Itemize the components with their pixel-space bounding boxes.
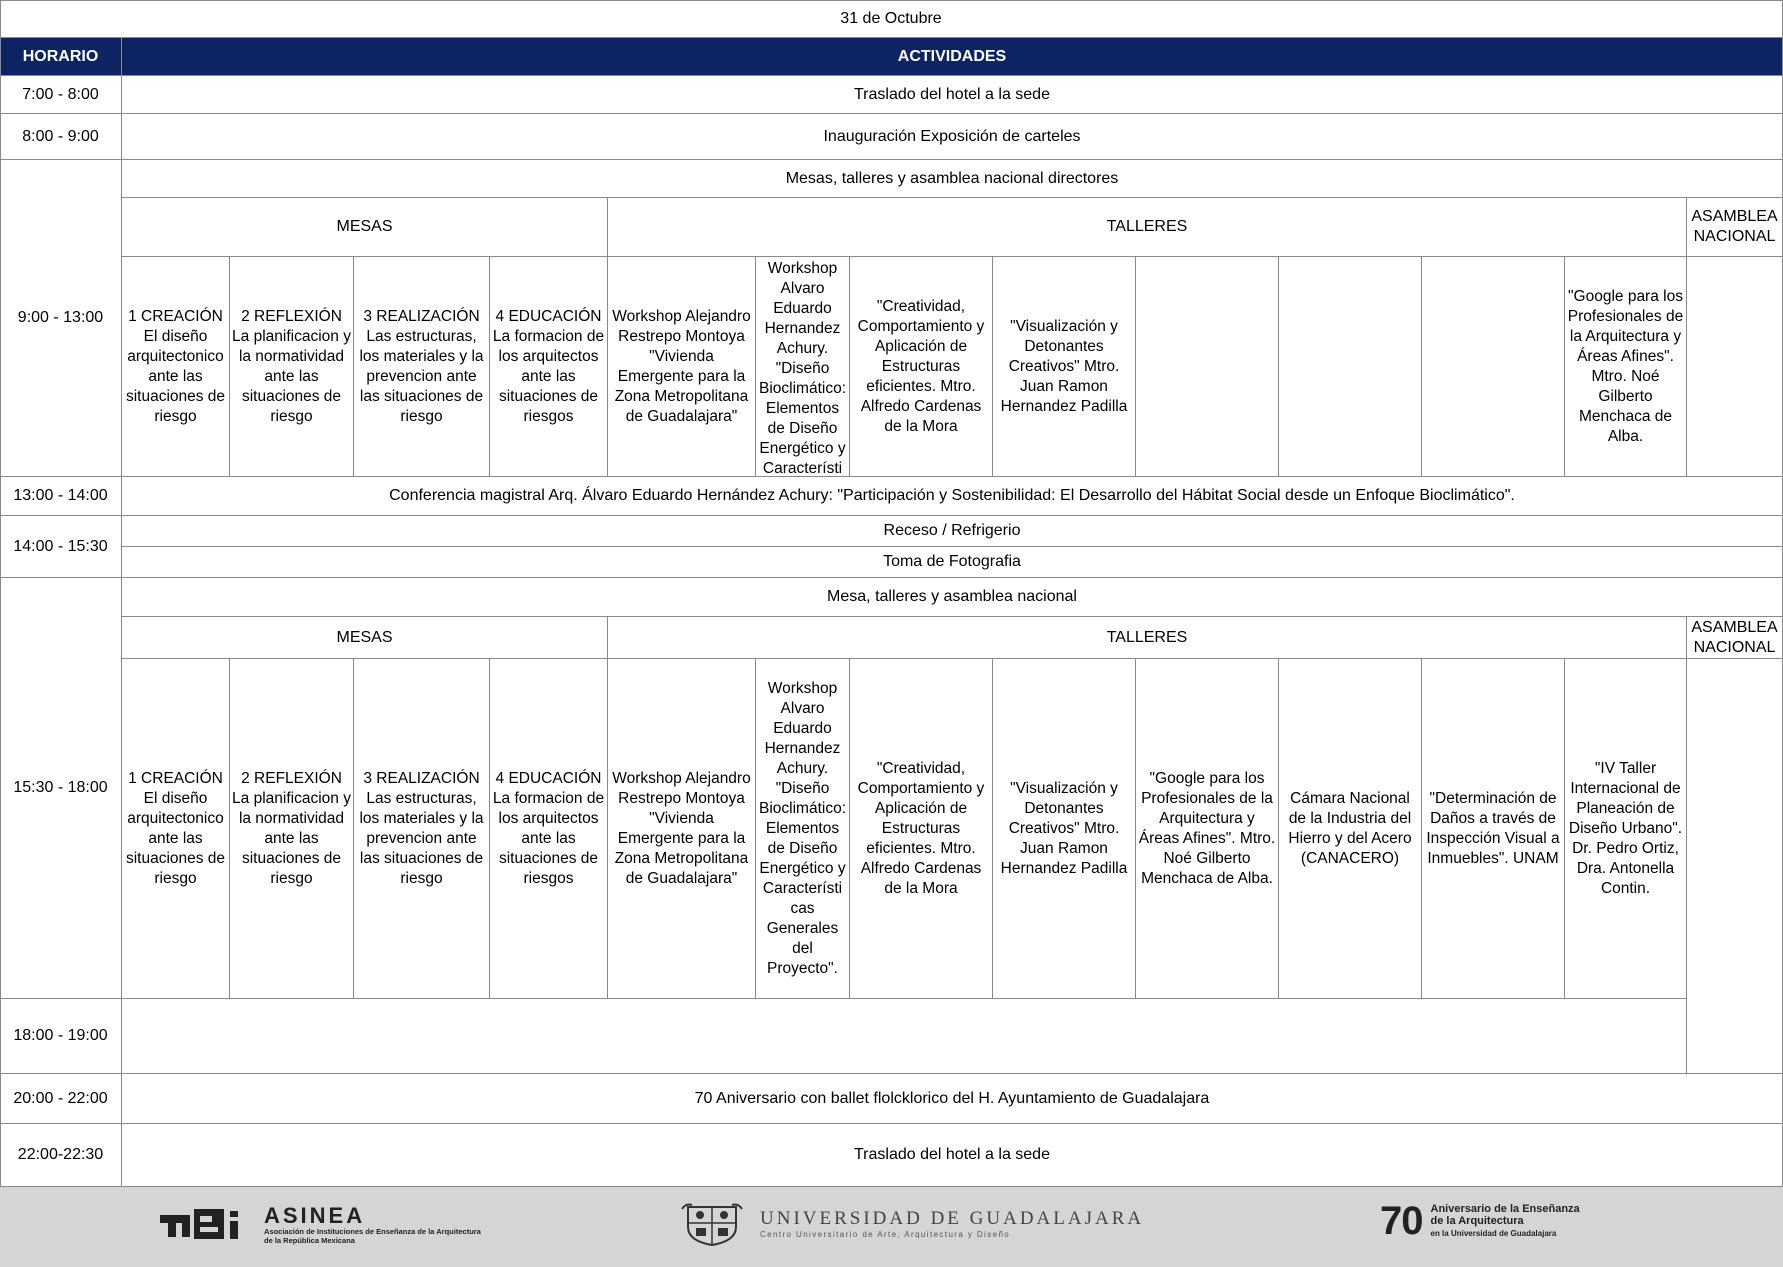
activity-traslado-final: Traslado del hotel a la sede [122, 1124, 1783, 1187]
asamblea-cell [1687, 659, 1783, 1074]
time-slot: 9:00 - 13:00 [0, 160, 122, 477]
mesa-creacion: 1 CREACIÓN El diseño arquitectonico ante las situaciones de riesgo [122, 257, 230, 477]
actividades-header: ACTIVIDADES [122, 38, 1783, 76]
time-slot: 15:30 - 18:00 [0, 578, 122, 999]
time-slot: 7:00 - 8:00 [0, 76, 122, 114]
asamblea-header: ASAMBLEA NACIONAL [1687, 617, 1783, 659]
asinea-mark-icon [160, 1207, 250, 1243]
taller-google: "Google para los Profesionales de la Arquitectura y Áreas Afines". Mtro. Noé Gilberto Menchaca de Alba. [1136, 659, 1279, 999]
mesa-educacion: 4 EDUCACIÓN La formacion de los arquitectos ante las situaciones de riesgos [490, 659, 608, 999]
taller-empty [1279, 257, 1422, 477]
taller-canacero: Cámara Nacional de la Industria del Hierro y del Acero (CANACERO) [1279, 659, 1422, 999]
taller-unam: "Determinación de Daños a través de Inspección Visual a Inmuebles". UNAM [1422, 659, 1565, 999]
aniversario-subtitle: en la Universidad de Guadalajara [1430, 1229, 1557, 1238]
time-slot: 13:00 - 14:00 [0, 477, 122, 516]
taller-empty [1422, 257, 1565, 477]
afternoon-block-title: Mesa, talleres y asamblea nacional [122, 578, 1783, 617]
taller-workshop-restrepo: Workshop Alejandro Restrepo Montoya "Vivienda Emergente para la Zona Metropolitana de Guadalajara" [608, 257, 756, 477]
taller-workshop-restrepo: Workshop Alejandro Restrepo Montoya "Vivienda Emergente para la Zona Metropolitana de Guadalajara" [608, 659, 756, 999]
talleres-header: TALLERES [608, 198, 1687, 257]
asinea-logo [160, 1205, 484, 1245]
aniversario-logo [1380, 1201, 1581, 1241]
taller-google: "Google para los Profesionales de la Arquitectura y Áreas Afines". Mtro. Noé Gilberto Menchaca de Alba. [1565, 257, 1687, 477]
activity-conferencia: Conferencia magistral Arq. Álvaro Eduardo Hernández Achury: "Participación y Sostenibilidad: El Desarrollo del Hábitat Social desde un Enfoque Bioclimático". [122, 477, 1783, 516]
asinea-name: ASINEA [264, 1203, 366, 1228]
taller-visualizacion: "Visualización y Detonantes Creativos" Mtro. Juan Ramon Hernandez Padilla [993, 257, 1136, 477]
mesa-reflexion: 2 REFLEXIÓN La planificacion y la normatividad ante las situaciones de riesgo [230, 257, 354, 477]
time-slot: 14:00 - 15:30 [0, 516, 122, 578]
date-title: 31 de Octubre [0, 0, 1783, 38]
mesa-educacion: 4 EDUCACIÓN La formacion de los arquitectos ante las situaciones de riesgos [490, 257, 608, 477]
taller-creatividad: "Creatividad, Comportamiento y Aplicación de Estructuras eficientes. Mtro. Alfredo Cardenas de la Mora [850, 257, 993, 477]
footer-logos [0, 1187, 1783, 1267]
activity-receso: Receso / Refrigerio [122, 516, 1783, 547]
time-slot: 22:00-22:30 [0, 1124, 122, 1187]
asinea-subtitle: Asociación de Instituciones de Enseñanza de la Arquitectura de la República Mexicana [264, 1227, 481, 1245]
mesas-header: MESAS [122, 198, 608, 257]
asamblea-header: ASAMBLEA NACIONAL [1687, 198, 1783, 257]
horario-header: HORARIO [0, 38, 122, 76]
taller-visualizacion: "Visualización y Detonantes Creativos" Mtro. Juan Ramon Hernandez Padilla [993, 659, 1136, 999]
morning-block-title: Mesas, talleres y asamblea nacional directores [122, 160, 1783, 198]
udg-name: UNIVERSIDAD DE GUADALAJARA [760, 1208, 1145, 1229]
udg-subtitle: Centro Universitario de Arte, Arquitectura y Diseño [760, 1230, 1011, 1239]
time-slot: 18:00 - 19:00 [0, 999, 122, 1074]
activity-traslado: Traslado del hotel a la sede [122, 76, 1783, 114]
activity-aniversario: 70 Aniversario con ballet flolcklorico del H. Ayuntamiento de Guadalajara [122, 1074, 1783, 1124]
asamblea-cell [1687, 257, 1783, 477]
time-slot: 20:00 - 22:00 [0, 1074, 122, 1124]
empty-activity [122, 999, 1687, 1074]
time-slot: 8:00 - 9:00 [0, 114, 122, 160]
taller-planeacion: "IV Taller Internacional de Planeación de Diseño Urbano". Dr. Pedro Ortiz, Dra. Antonella Contin. [1565, 659, 1687, 999]
aniversario-text: Aniversario de la Enseñanza de la Arquitectura [1430, 1203, 1580, 1227]
mesa-realizacion: 3 REALIZACIÓN Las estructuras, los materiales y la prevencion ante las situaciones de riesgo [354, 659, 490, 999]
aniversario-number: 70 [1380, 1199, 1423, 1243]
mesas-header: MESAS [122, 617, 608, 659]
mesa-realizacion: 3 REALIZACIÓN Las estructuras, los materiales y la prevencion ante las situaciones de riesgo [354, 257, 490, 477]
mesa-creacion: 1 CREACIÓN El diseño arquitectonico ante las situaciones de riesgo [122, 659, 230, 999]
taller-empty [1136, 257, 1279, 477]
taller-creatividad: "Creatividad, Comportamiento y Aplicación de Estructuras eficientes. Mtro. Alfredo Cardenas de la Mora [850, 659, 993, 999]
activity-fotografia: Toma de Fotografia [122, 547, 1783, 578]
taller-workshop-hernandez: Workshop Alvaro Eduardo Hernandez Achury. "Diseño Bioclimático: Elementos de Diseño Energético y Característi cas Generales del Proyecto". [756, 659, 850, 999]
udg-shield-icon [680, 1201, 744, 1247]
talleres-header: TALLERES [608, 617, 1687, 659]
udg-logo [680, 1201, 1144, 1247]
activity-inauguracion: Inauguración Exposición de carteles [122, 114, 1783, 160]
taller-workshop-hernandez: Workshop Alvaro Eduardo Hernandez Achury. "Diseño Bioclimático: Elementos de Diseño Energético y Característi [756, 257, 850, 477]
mesa-reflexion: 2 REFLEXIÓN La planificacion y la normatividad ante las situaciones de riesgo [230, 659, 354, 999]
